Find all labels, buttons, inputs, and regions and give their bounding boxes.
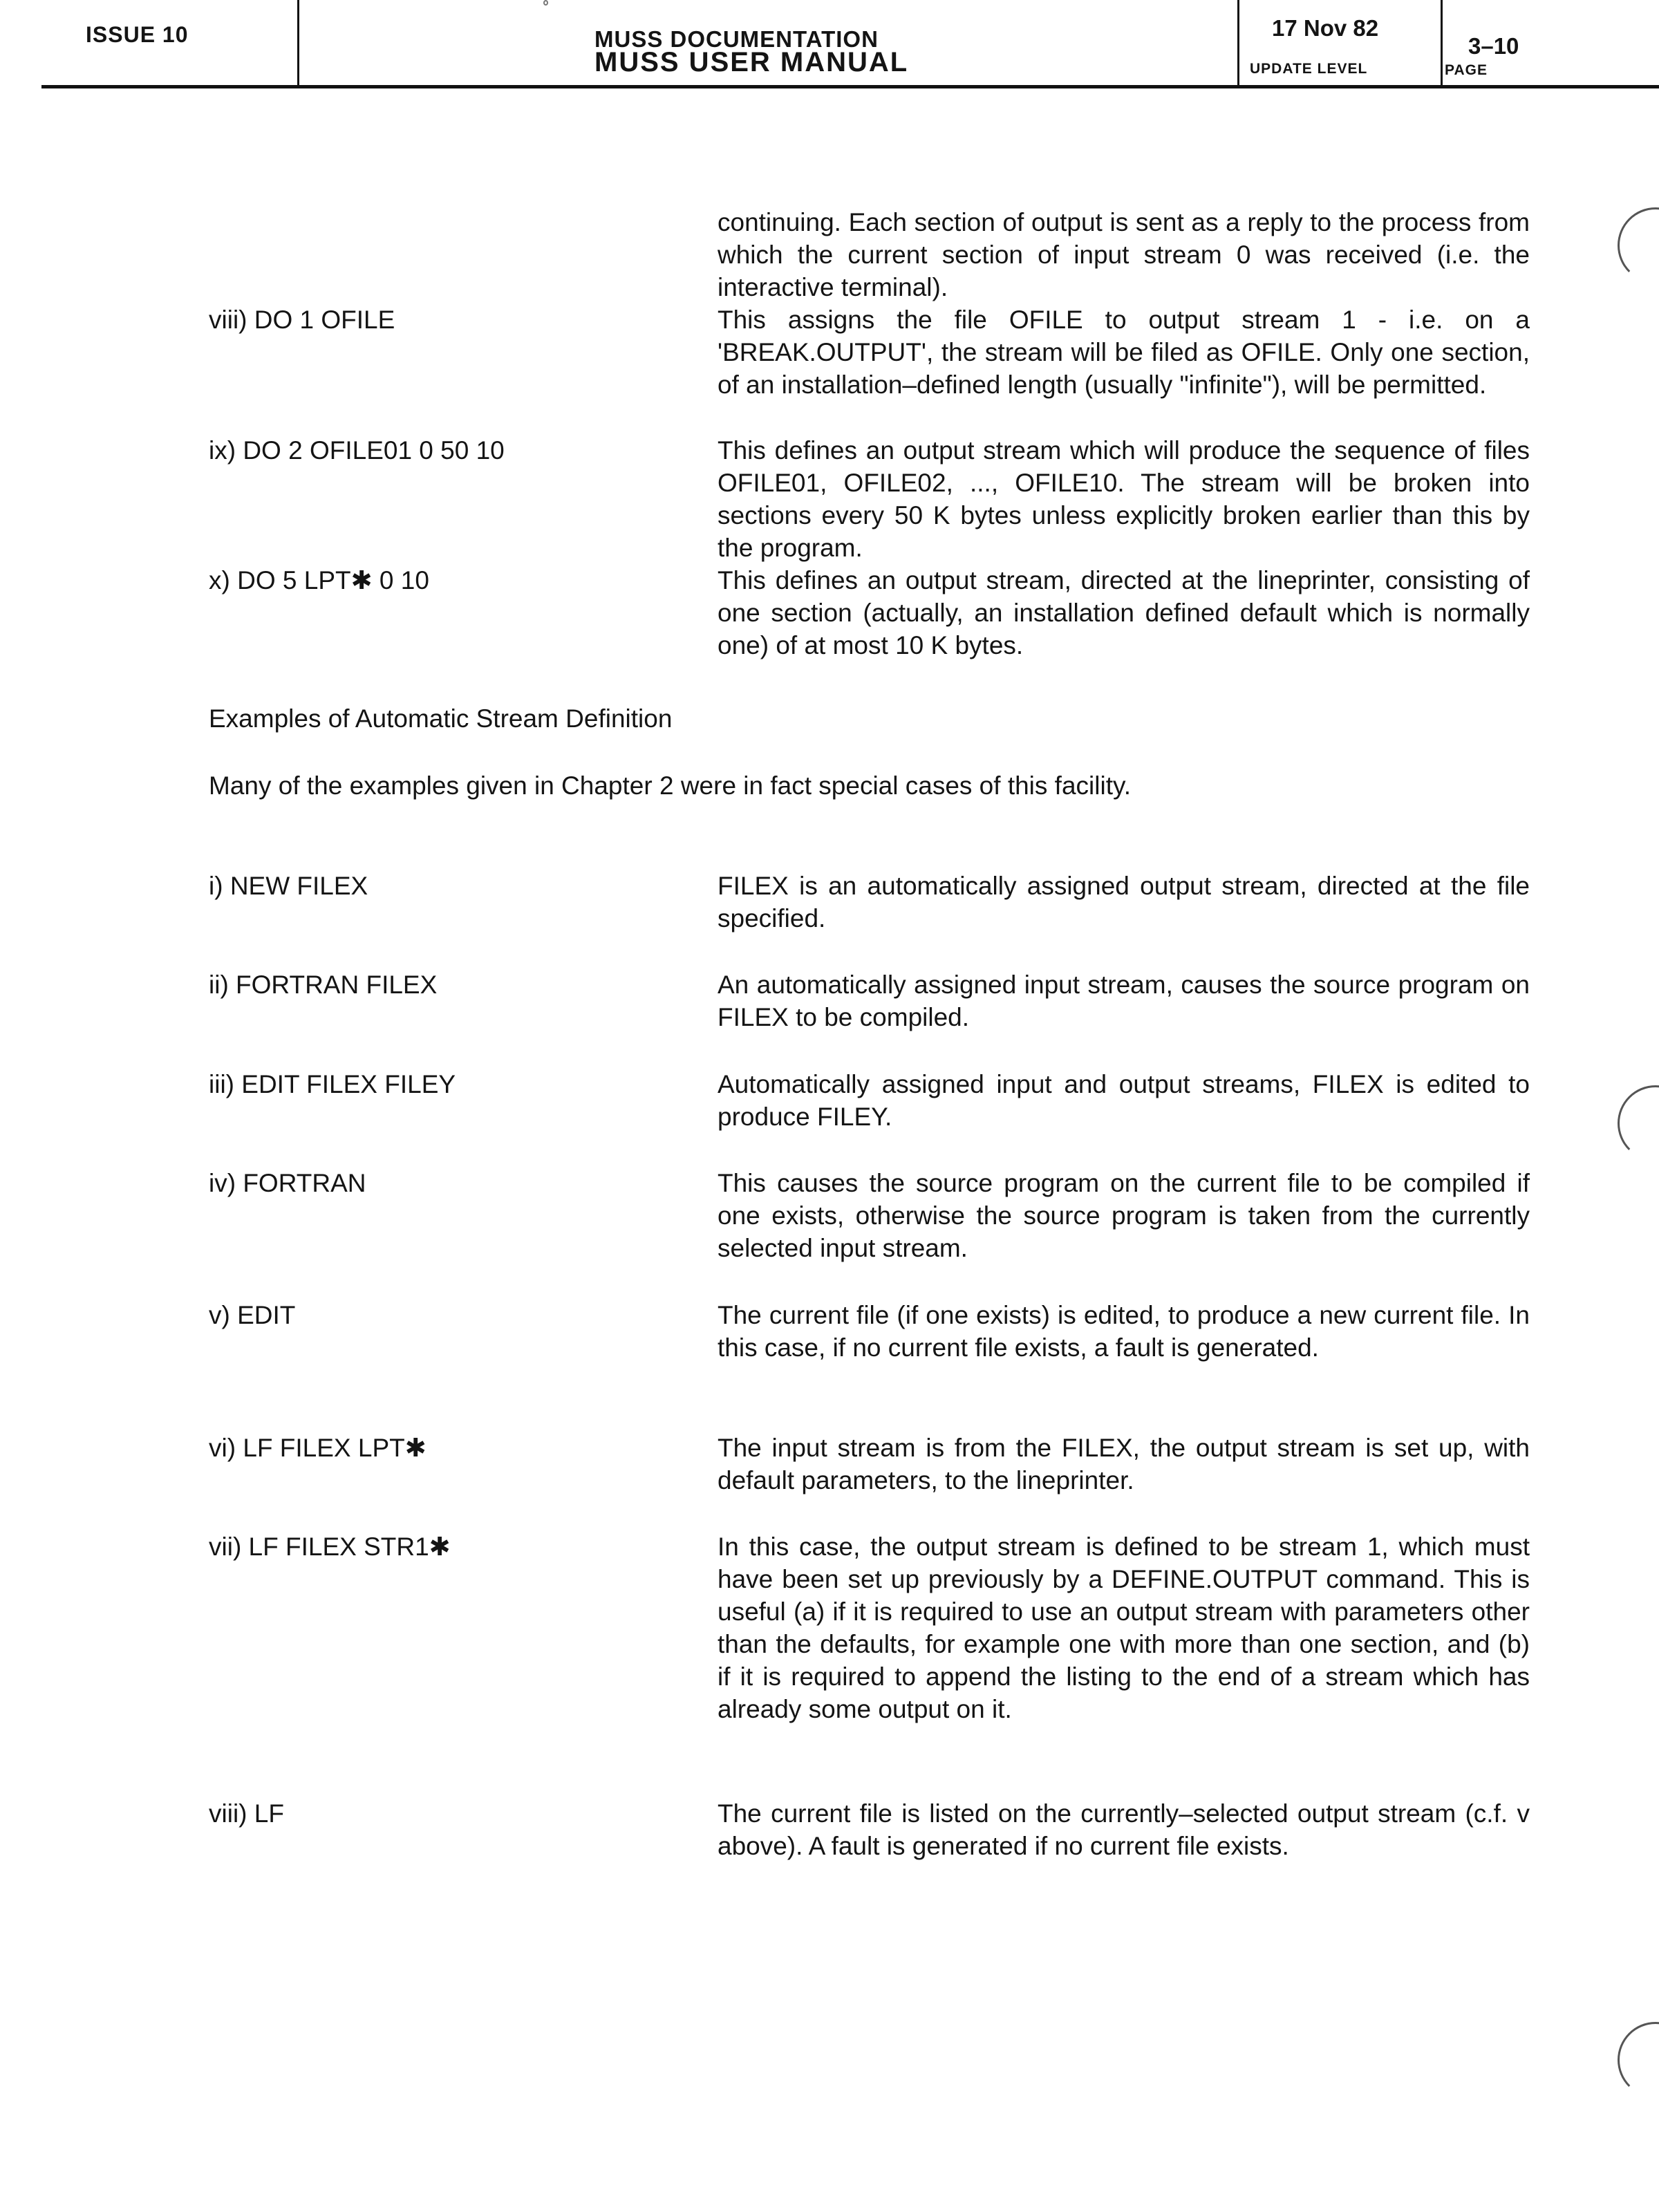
example-label: vii) LF FILEX STR1✱	[209, 1533, 451, 1561]
example-description: The input stream is from the FILEX, the output stream is set up, with default parameters, to the lineprinter.	[718, 1434, 1530, 1494]
example-description: The current file (if one exists) is edited, to produce a new current file. In this case, if no current file exists, a fault is generated.	[718, 1301, 1530, 1362]
example-description: This defines an output stream, directed at the lineprinter, consisting of one section (actually, an installation defined default which is normally one) of at most 10 K bytes.	[718, 566, 1530, 659]
example-label: vi) LF FILEX LPT✱	[209, 1434, 427, 1462]
example-label: v) EDIT	[209, 1301, 296, 1329]
update-date: 17 Nov 82	[1272, 15, 1379, 41]
example-description: The current file is listed on the currently–selected output stream (c.f. v above). A fault is generated if no current file exists.	[718, 1799, 1530, 1860]
example-description: FILEX is an automatically assigned output stream, directed at the file specified.	[718, 872, 1530, 932]
example-label: viii) LF	[209, 1799, 284, 1828]
example-label: ix) DO 2 OFILE01 0 50 10	[209, 436, 505, 465]
scan-speck	[543, 0, 548, 6]
example-description: This assigns the file OFILE to output stream 1 - i.e. on a 'BREAK.OUTPUT', the stream will be filed as OFILE. Only one section, of an installation–defined length (usually "infinite"), will be permitted.	[718, 306, 1530, 399]
example-label: ii) FORTRAN FILEX	[209, 971, 438, 999]
binder-hole-icon	[1618, 1085, 1659, 1161]
section-intro: Many of the examples given in Chapter 2 were in fact special cases of this facility.	[209, 771, 1132, 800]
example-label: iv) FORTRAN	[209, 1169, 366, 1197]
example-label: iii) EDIT FILEX FILEY	[209, 1070, 456, 1098]
header-rule	[41, 85, 1659, 88]
issue-number: ISSUE 10	[86, 22, 189, 47]
header-divider	[297, 0, 299, 87]
continuation-paragraph: continuing. Each section of output is sent as a reply to the process from which the current section of input stream 0 was received (i.e. the interactive terminal).	[718, 208, 1530, 301]
header-divider	[1441, 0, 1443, 87]
example-description: An automatically assigned input stream, causes the source program on FILEX to be compiled.	[718, 971, 1530, 1031]
example-label: i) NEW FILEX	[209, 872, 368, 900]
binder-hole-icon	[1618, 2022, 1659, 2098]
page-header	[0, 0, 1659, 90]
example-description: This causes the source program on the current file to be compiled if one exists, otherwise the source program is taken from the currently selected input stream.	[718, 1169, 1530, 1262]
doc-title: MUSS USER MANUAL	[594, 47, 909, 77]
example-description: In this case, the output stream is defined to be stream 1, which must have been set up previously by a DEFINE.OUTPUT command. This is useful (a) if it is required to use an output stream with parameters other than the defaults, for example one with more than one section, and (b) if it is required to append the listing to the end of a stream which has already some output on it.	[718, 1533, 1530, 1723]
header-divider	[1237, 0, 1239, 87]
page-number: 3–10	[1468, 33, 1519, 59]
example-description: Automatically assigned input and output streams, FILEX is edited to produce FILEY.	[718, 1070, 1530, 1131]
example-label: viii) DO 1 OFILE	[209, 306, 395, 334]
doc-series: MUSS DOCUMENTATION	[594, 26, 879, 52]
page-label: PAGE	[1445, 62, 1488, 78]
example-label: x) DO 5 LPT✱ 0 10	[209, 566, 429, 594]
section-heading: Examples of Automatic Stream Definition	[209, 704, 673, 733]
update-level-label: UPDATE LEVEL	[1250, 61, 1368, 77]
example-description: This defines an output stream which will produce the sequence of files OFILE01, OFILE02, ..., OFILE10. The stream will be broken into sections every 50 K bytes unless explicitly broken earlier than this by the program.	[718, 436, 1530, 562]
binder-hole-icon	[1618, 207, 1659, 283]
